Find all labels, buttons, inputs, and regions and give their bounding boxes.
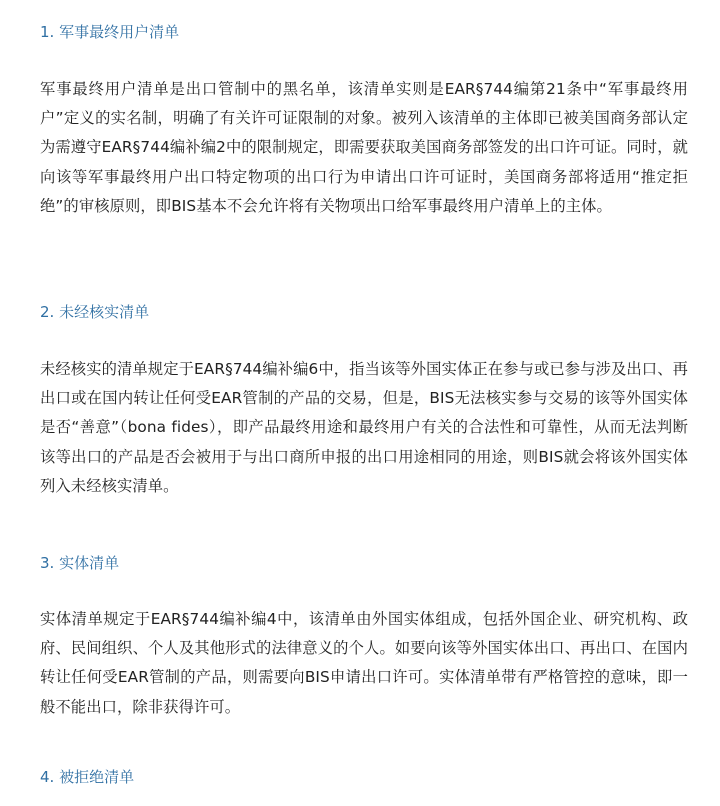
section-paragraph-military-end-user-list: 军事最终用户清单是出口管制中的黑名单，该清单实则是EAR§744编第21条中“军事最终用户”定义的实名制，明确了有关许可证限制的对象。被列入该清单的主体即已被美国商务部认定为需遵守EAR§744编补编2中的限制规定，即需要获取美国商务部签发的出口许可证。同时，就向该等军事最终用户出口特定物项的出口行为申请出口许可证时，美国商务部将适用“推定拒绝”的审核原则，即BIS基本不会允许将有关物项出口给军事最终用户清单上的主体。	[40, 80, 688, 215]
section-paragraph-unverified-list: 未经核实的清单规定于EAR§744编补编6中，指当该等外国实体正在参与或已参与涉及出口、再出口或在国内转让任何受EAR管制的产品的交易，但是，BIS无法核实参与交易的该等外国实体是否“善意”（bona fides），即产品最终用途和最终用户有关的合法性和可靠性，从而无法判断该等出口的产品是否会被用于与出口商所申报的出口用途相同的用途，则BIS就会将该外国实体列入未经核实清单。	[40, 360, 688, 495]
section-heading-denied-persons-list: 4. 被拒绝清单	[40, 768, 135, 786]
section-heading-unverified-list: 2. 未经核实清单	[40, 303, 150, 321]
section-heading-entity-list: 3. 实体清单	[40, 554, 120, 572]
section-paragraph-entity-list: 实体清单规定于EAR§744编补编4中，该清单由外国实体组成，包括外国企业、研究机构、政府、民间组织、个人及其他形式的法律意义的个人。如要向该等外国实体出口、再出口、在国内转让任何受EAR管制的产品，则需要向BIS申请出口许可。实体清单带有严格管控的意味，即一般不能出口，除非获得许可。	[40, 610, 688, 716]
section-heading-military-end-user-list: 1. 军事最终用户清单	[40, 23, 180, 41]
